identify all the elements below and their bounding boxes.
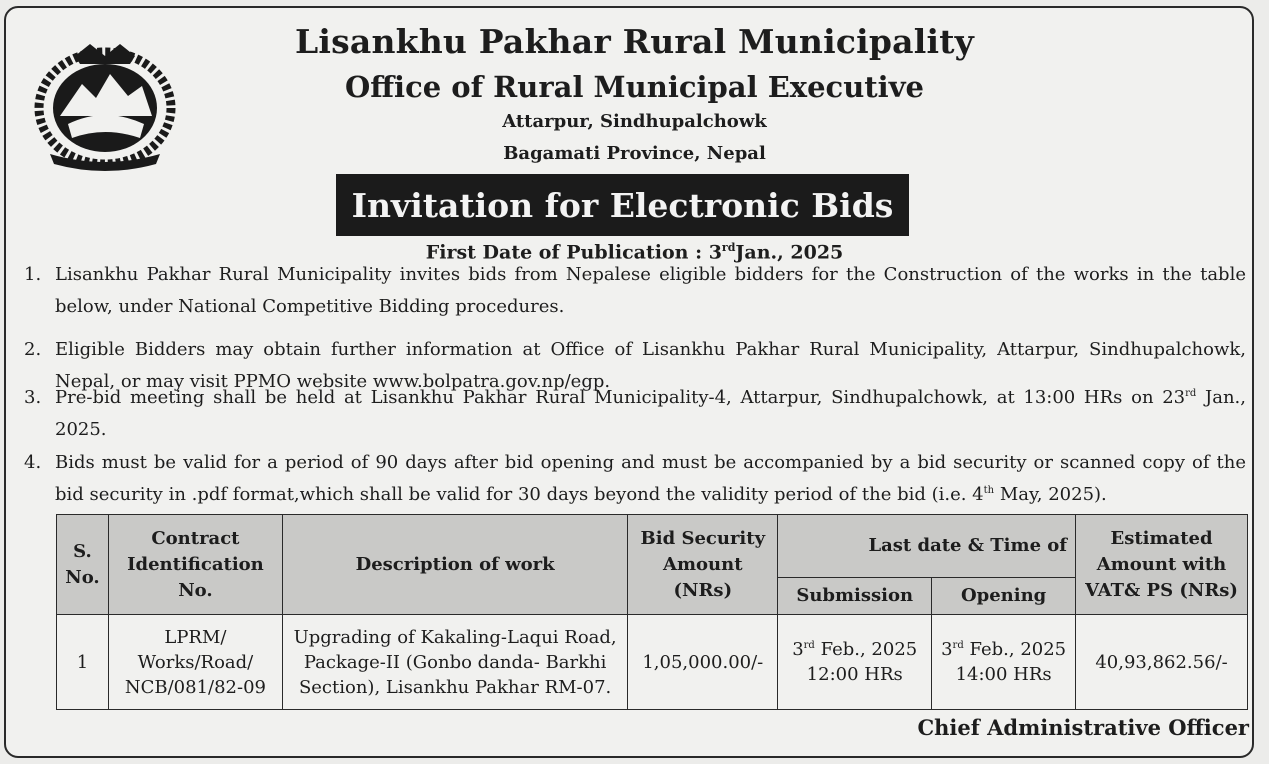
clause-1 bbox=[24, 259, 1246, 323]
office-name: Office of Rural Municipal Executive bbox=[344, 70, 924, 104]
opening-sup: rd bbox=[952, 640, 964, 651]
clause-3 bbox=[24, 382, 1246, 446]
clause-text bbox=[55, 447, 1246, 511]
cell-opening bbox=[932, 615, 1076, 710]
clause-sup: rd bbox=[1185, 388, 1197, 399]
clause-4 bbox=[24, 447, 1246, 511]
header-bid-security: Bid Security Amount (NRs) bbox=[628, 515, 778, 615]
opening-day: 3 bbox=[941, 639, 953, 660]
clause-text-b: May, 2025). bbox=[994, 484, 1107, 505]
header-description: Description of work bbox=[282, 515, 627, 615]
clause-text-a: Pre-bid meeting shall be held at Lisankhu Pakhar Rural Municipality-4, Attarpur, Sindhupalchowk, at 13:00 HRs on 23 bbox=[55, 387, 1186, 408]
cell-contract-id: LPRM/ Works/Road/ NCB/081/82-09 bbox=[108, 615, 282, 710]
clause-text: Eligible Bidders may obtain further information at Office of Lisankhu Pakhar Rural Municipality, Attarpur, Sindhupalchowk, Nepal, or may visit PPMO website www.bolpatra.gov.np/egp. bbox=[55, 339, 1246, 392]
clause-text bbox=[55, 382, 1246, 446]
header-submission: Submission bbox=[778, 578, 932, 615]
cell-sn: 1 bbox=[57, 615, 109, 710]
publication-month: Jan., 2025 bbox=[735, 241, 844, 264]
bid-table bbox=[56, 514, 1248, 710]
table-row bbox=[57, 615, 1248, 710]
submission-date: Feb., 2025 bbox=[820, 639, 918, 660]
header-sn: S. No. bbox=[57, 515, 109, 615]
submission-time: 12:00 HRs bbox=[806, 664, 903, 685]
submission-day: 3 bbox=[792, 639, 804, 660]
address-line-2: Bagamati Province, Nepal bbox=[503, 143, 766, 164]
publication-label: First Date of Publication : 3 bbox=[425, 241, 722, 264]
cell-description: Upgrading of Kakaling-Laqui Road, Package-II (Gonbo danda- Barkhi Section), Lisankhu Pakhar RM-07. bbox=[282, 615, 627, 710]
opening-time: 14:00 HRs bbox=[955, 664, 1052, 685]
cell-bid-security: 1,05,000.00/- bbox=[628, 615, 778, 710]
clause-text-b: Jan., 2025. bbox=[55, 387, 1246, 440]
clause-number: 4. bbox=[24, 452, 42, 473]
header-opening: Opening bbox=[932, 578, 1076, 615]
cell-estimate: 40,93,862.56/- bbox=[1076, 615, 1248, 710]
notice-title-banner: Invitation for Electronic Bids bbox=[336, 174, 909, 236]
clause-number: 1. bbox=[24, 264, 42, 285]
header-contract-id: Contract Identification No. bbox=[108, 515, 282, 615]
clause-text: Lisankhu Pakhar Rural Municipality invites bids from Nepalese eligible bidders for the Construction of the works in the table below, under National Competitive Bidding procedures. bbox=[55, 264, 1246, 317]
publication-sup: rd bbox=[721, 241, 736, 254]
cell-submission bbox=[778, 615, 932, 710]
clause-number: 2. bbox=[24, 339, 42, 360]
header-estimate: Estimated Amount with VAT& PS (NRs) bbox=[1076, 515, 1248, 615]
municipality-name: Lisankhu Pakhar Rural Municipality bbox=[294, 22, 975, 61]
opening-date: Feb., 2025 bbox=[969, 639, 1067, 660]
header-last-date: Last date & Time of bbox=[778, 515, 1076, 578]
submission-sup: rd bbox=[803, 640, 815, 651]
clause-sup: th bbox=[983, 485, 995, 496]
signoff: Chief Administrative Officer bbox=[917, 715, 1249, 740]
clause-text-a: Bids must be valid for a period of 90 days after bid opening and must be accompanied by a bid security or scanned copy of the bid security in .pdf format,which shall be valid for 30 days beyond the validity period of the bid (i.e. 4 bbox=[55, 452, 1246, 505]
clause-number: 3. bbox=[24, 387, 42, 408]
address-line-1: Attarpur, Sindhupalchowk bbox=[502, 111, 767, 132]
